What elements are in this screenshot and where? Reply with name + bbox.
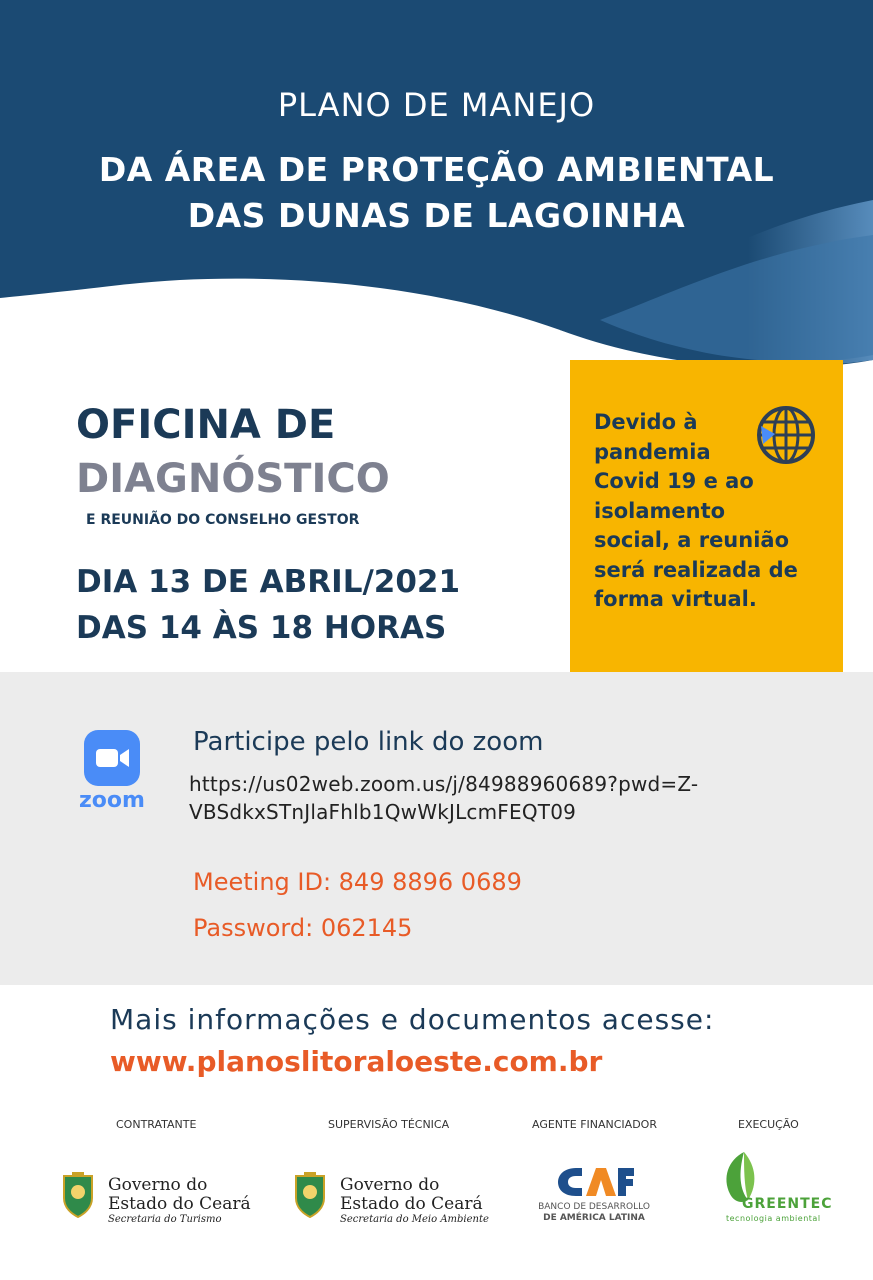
notice-line: forma virtual. <box>594 587 757 611</box>
header-line-3: DAS DUNAS DE LAGOINHA <box>187 196 686 235</box>
gov2-line1: Governo do <box>340 1175 440 1195</box>
ceara-crest-icon <box>60 1170 96 1218</box>
notice-line: isolamento <box>594 498 726 523</box>
footer-label-execucao: EXECUÇÃO <box>738 1118 799 1131</box>
event-subtitle: DIAGNÓSTICO <box>76 456 390 502</box>
notice-line: Covid 19 e ao <box>594 469 754 493</box>
event-date: DIA 13 DE ABRIL/2021 <box>76 564 461 600</box>
zoom-section <box>0 672 873 985</box>
zoom-heading: Participe pelo link do zoom <box>193 727 544 757</box>
header-line-2: DA ÁREA DE PROTEÇÃO AMBIENTAL <box>98 150 775 189</box>
greentec-sub: tecnologia ambiental <box>726 1214 821 1223</box>
meeting-password: Password: 062145 <box>193 914 413 942</box>
caf-logo-icon <box>556 1164 636 1200</box>
gov2-sub: Secretaria do Meio Ambiente <box>340 1214 489 1225</box>
meeting-id: Meeting ID: 849 8896 0689 <box>193 868 522 896</box>
video-camera-icon <box>84 730 140 786</box>
notice-line: Devido à <box>594 410 698 434</box>
footer-label-supervisao: SUPERVISÃO TÉCNICA <box>328 1118 450 1131</box>
gov1-line2: Estado do Ceará <box>108 1194 251 1214</box>
zoom-logo-label: zoom <box>79 788 145 813</box>
website-link[interactable]: www.planoslitoraloeste.com.br <box>110 1045 603 1078</box>
zoom-logo-icon <box>84 730 140 786</box>
event-time: DAS 14 ÀS 18 HORAS <box>76 610 447 646</box>
caf-line1: BANCO DE DESARROLLO <box>538 1202 650 1212</box>
notice-line: social, a reunião <box>594 528 790 552</box>
zoom-link-line-1[interactable]: https://us02web.zoom.us/j/84988960689?pwd=Z- <box>189 772 699 796</box>
notice-line: pandemia <box>594 439 711 464</box>
gov2-line2: Estado do Ceará <box>340 1194 483 1214</box>
more-info-text: Mais informações e documentos acesse: <box>110 1003 715 1036</box>
header-wave-background <box>0 0 873 380</box>
event-note: E REUNIÃO DO CONSELHO GESTOR <box>86 512 360 528</box>
caf-line2: DE AMÉRICA LATINA <box>543 1213 645 1223</box>
footer-label-agente: AGENTE FINANCIADOR <box>532 1118 657 1131</box>
gov1-sub: Secretaria do Turismo <box>108 1214 222 1225</box>
header-line-1: PLANO DE MANEJO <box>277 86 596 124</box>
zoom-link-line-2[interactable]: VBSdkxSTnJlaFhlb1QwWkJLcmFEQT09 <box>189 800 577 824</box>
gov1-line1: Governo do <box>108 1175 208 1195</box>
notice-line: será realizada de <box>594 557 798 582</box>
greentec-name: GREENTEC <box>742 1196 833 1212</box>
footer-label-contratante: CONTRATANTE <box>116 1118 197 1131</box>
event-title: OFICINA DE <box>76 402 336 448</box>
ceara-crest-icon <box>292 1170 328 1218</box>
globe-icon <box>755 404 817 466</box>
